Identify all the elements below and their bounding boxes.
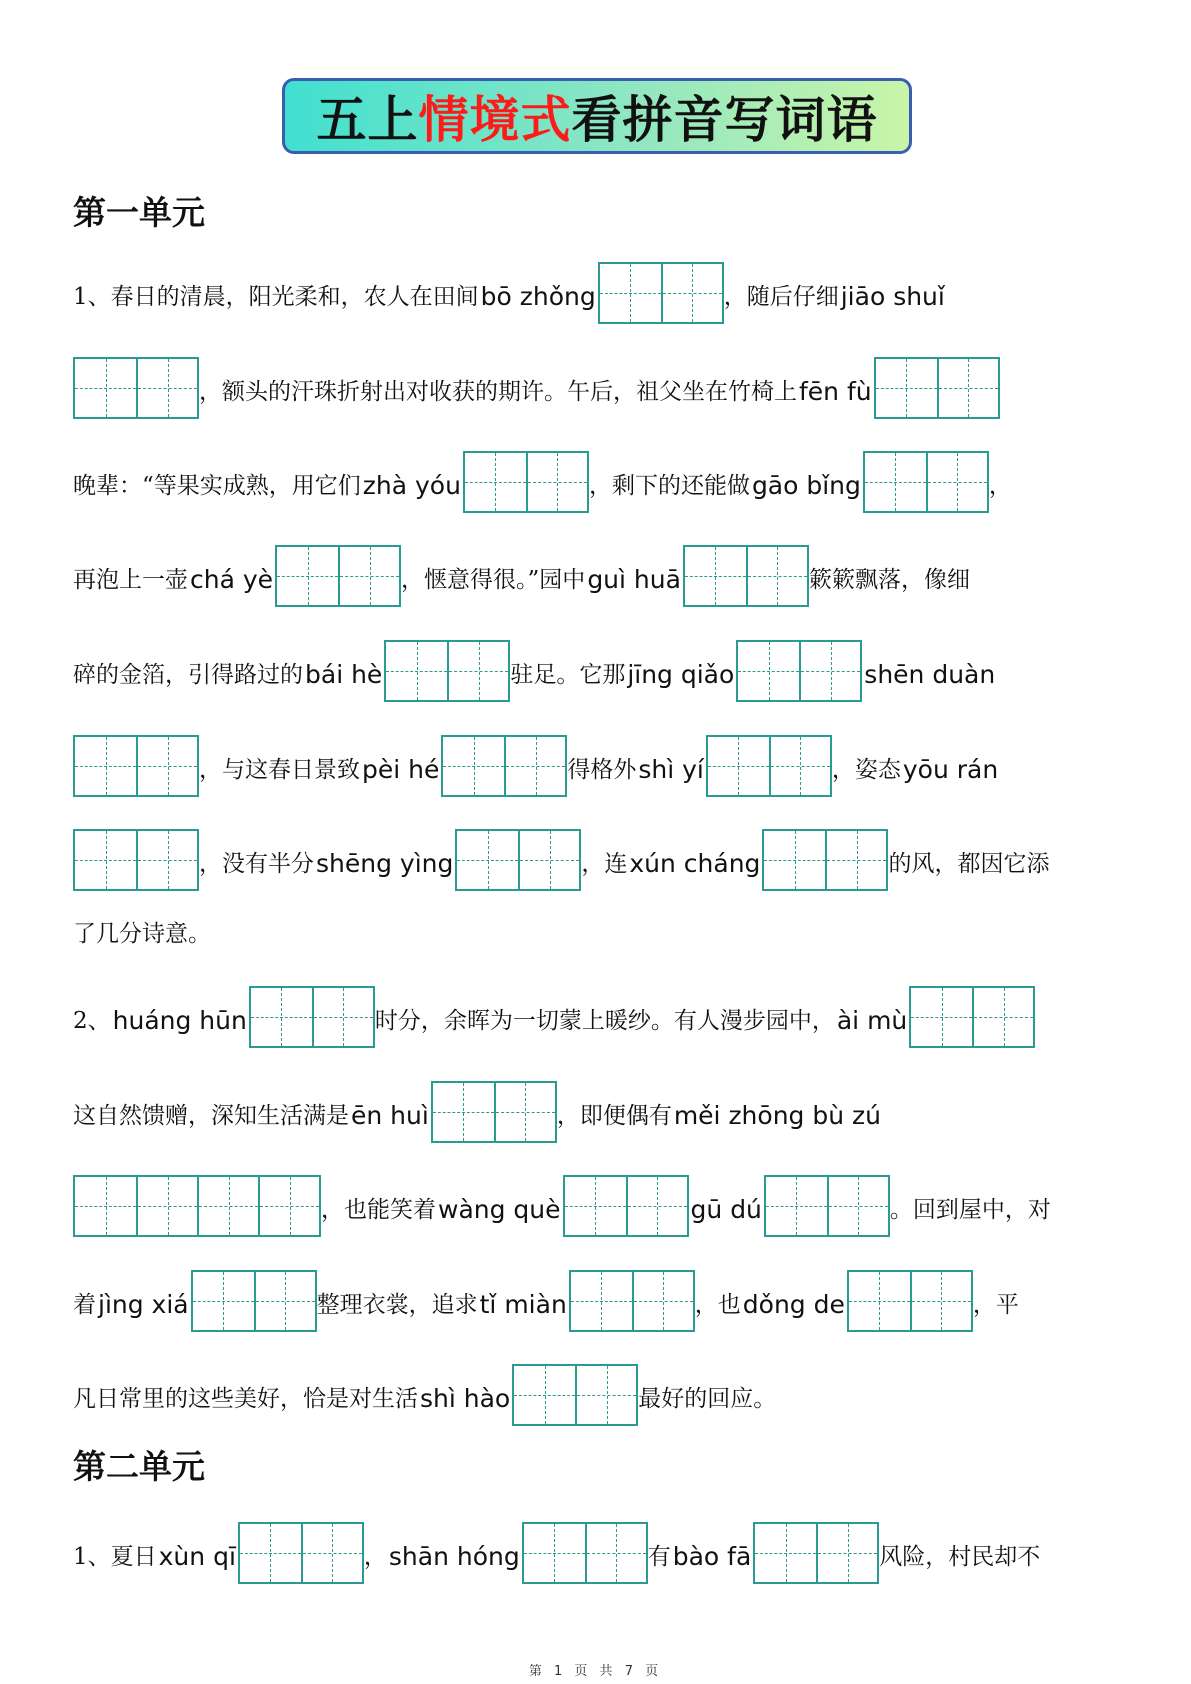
sentence-text: ，没有半分 — [199, 851, 314, 877]
answer-grid-box[interactable] — [455, 829, 581, 891]
tianzige-cell[interactable] — [277, 547, 338, 605]
exercise-line — [73, 628, 1131, 698]
pinyin-prompt: huáng hūn — [112, 1006, 247, 1035]
tianzige-cell[interactable] — [764, 831, 825, 889]
answer-grid-box[interactable] — [874, 357, 1000, 419]
pinyin-prompt: jīng qiǎo — [627, 660, 735, 689]
tianzige-cell[interactable] — [193, 1272, 254, 1330]
exercise-line — [73, 1069, 1131, 1139]
answer-grid-box[interactable] — [569, 1270, 695, 1332]
pinyin-prompt: pèi hé — [362, 755, 440, 784]
tianzige-cell[interactable] — [755, 1524, 816, 1582]
tianzige-cell[interactable] — [769, 737, 830, 795]
tianzige-cell[interactable] — [876, 359, 937, 417]
pinyin-prompt: xùn qī — [158, 1542, 236, 1571]
answer-grid-box[interactable] — [563, 1175, 689, 1237]
tianzige-cell[interactable] — [386, 642, 447, 700]
sentence-text: 1、春日的清晨，阳光柔和，农人在田间 — [73, 284, 479, 310]
exercise-line — [73, 1258, 1131, 1328]
tianzige-cell[interactable] — [312, 988, 373, 1046]
tianzige-cell[interactable] — [136, 831, 197, 889]
tianzige-cell[interactable] — [524, 1524, 585, 1582]
answer-grid-box[interactable] — [863, 451, 989, 513]
title-prefix: 五上 — [316, 90, 419, 149]
answer-grid-box[interactable] — [463, 451, 589, 513]
answer-grid-box[interactable] — [753, 1522, 879, 1584]
unit-heading-1: 第一单元 — [73, 193, 205, 232]
title-suffix: 看拼音写词语 — [571, 90, 878, 149]
exercise-line — [73, 1352, 1131, 1422]
tianzige-cell[interactable] — [465, 453, 526, 511]
pinyin-prompt: ēn huì — [351, 1101, 429, 1130]
tianzige-cell[interactable] — [708, 737, 769, 795]
tianzige-cell[interactable] — [251, 988, 312, 1046]
sentence-text: 时分，余晖为一切蒙上暖纱。有人漫步园中， — [374, 1008, 835, 1034]
sentence-text: 有 — [647, 1544, 671, 1570]
tianzige-cell[interactable] — [849, 1272, 910, 1330]
tianzige-cell[interactable] — [518, 831, 579, 889]
exercise-line — [73, 974, 1131, 1044]
sentence-text: ，平 — [972, 1292, 1019, 1318]
tianzige-cell[interactable] — [565, 1177, 626, 1235]
tianzige-cell[interactable] — [136, 737, 197, 795]
pinyin-prompt: tǐ miàn — [479, 1290, 567, 1319]
pinyin-prompt: shēn duàn — [864, 660, 996, 689]
sentence-text: ，也能笑着 — [321, 1197, 436, 1223]
pinyin-prompt: gū dú — [690, 1195, 762, 1224]
tianzige-cell[interactable] — [75, 737, 136, 795]
exercise-line — [73, 533, 1131, 603]
tianzige-cell[interactable] — [816, 1524, 877, 1582]
tianzige-cell[interactable] — [626, 1177, 687, 1235]
answer-grid-box[interactable] — [249, 986, 375, 1048]
tianzige-cell[interactable] — [910, 1272, 971, 1330]
tianzige-cell[interactable] — [258, 1177, 319, 1235]
tianzige-cell[interactable] — [571, 1272, 632, 1330]
answer-grid-box[interactable] — [73, 735, 199, 797]
answer-grid-box[interactable] — [191, 1270, 317, 1332]
sentence-text: 驻足。它那 — [510, 662, 626, 688]
pinyin-prompt: měi zhōng bù zú — [673, 1101, 881, 1130]
exercise-line — [73, 1163, 1131, 1233]
sentence-text: 着 — [73, 1292, 96, 1318]
sentence-text: 了几分诗意。 — [73, 921, 211, 947]
tianzige-cell[interactable] — [632, 1272, 693, 1330]
tianzige-cell[interactable] — [443, 737, 504, 795]
tianzige-cell[interactable] — [447, 642, 508, 700]
answer-grid-box[interactable] — [431, 1081, 557, 1143]
tianzige-cell[interactable] — [585, 1524, 646, 1582]
title-highlight: 情境式 — [418, 90, 572, 149]
answer-grid-box[interactable] — [73, 1175, 321, 1237]
tianzige-cell[interactable] — [926, 453, 987, 511]
pinyin-prompt: guì huā — [587, 565, 681, 594]
worksheet-title — [282, 78, 912, 154]
exercise-line — [73, 250, 1131, 320]
answer-grid-box[interactable] — [512, 1364, 638, 1426]
unit-heading-2: 第二单元 — [73, 1447, 205, 1486]
tianzige-cell[interactable] — [526, 453, 587, 511]
tianzige-cell[interactable] — [197, 1177, 258, 1235]
answer-grid-box[interactable] — [598, 262, 724, 324]
tianzige-cell[interactable] — [75, 1177, 136, 1235]
tianzige-cell[interactable] — [504, 737, 565, 795]
pinyin-prompt: yōu rán — [902, 755, 999, 784]
pinyin-prompt: dǒng de — [742, 1290, 845, 1319]
exercise-line — [73, 887, 1131, 957]
answer-grid-box[interactable] — [73, 357, 199, 419]
answer-grid-box[interactable] — [73, 829, 199, 891]
pinyin-prompt: wàng què — [438, 1195, 561, 1224]
tianzige-cell[interactable] — [254, 1272, 315, 1330]
pinyin-prompt: zhà yóu — [362, 471, 461, 500]
exercise-line — [73, 439, 1131, 509]
sentence-text: ，额头的汗珠折射出对收获的期许。午后，祖父坐在竹椅上 — [199, 379, 797, 405]
sentence-text: ， — [363, 1544, 387, 1570]
tianzige-cell[interactable] — [136, 1177, 197, 1235]
answer-grid-box[interactable] — [764, 1175, 890, 1237]
tianzige-cell[interactable] — [825, 831, 886, 889]
tianzige-cell[interactable] — [494, 1083, 555, 1141]
tianzige-cell[interactable] — [685, 547, 746, 605]
pinyin-prompt: gāo bǐng — [751, 471, 861, 500]
tianzige-cell[interactable] — [514, 1366, 575, 1424]
sentence-text: 这自然馈赠，深知生活满是 — [73, 1103, 349, 1129]
sentence-text: 再泡上一壶 — [73, 567, 188, 593]
tianzige-cell[interactable] — [799, 642, 860, 700]
page-footer: 第 1 页 共 7 页 — [528, 1664, 663, 1679]
exercise-line — [73, 817, 1131, 887]
pinyin-prompt: xún cháng — [629, 849, 761, 878]
answer-grid-box[interactable] — [683, 545, 809, 607]
pinyin-prompt: fēn fù — [799, 377, 872, 406]
tianzige-cell[interactable] — [575, 1366, 636, 1424]
pinyin-prompt: shēng yìng — [316, 849, 454, 878]
tianzige-cell[interactable] — [738, 642, 799, 700]
answer-grid-box[interactable] — [909, 986, 1035, 1048]
pinyin-prompt: jìng xiá — [98, 1290, 189, 1319]
tianzige-cell[interactable] — [600, 264, 661, 322]
tianzige-cell[interactable] — [766, 1177, 827, 1235]
tianzige-cell[interactable] — [75, 831, 136, 889]
sentence-text: 晚辈：“等果实成熟，用它们 — [73, 473, 361, 499]
sentence-text: 的风，都因它添 — [888, 851, 1050, 877]
answer-grid-box[interactable] — [706, 735, 832, 797]
sentence-text: 最好的回应。 — [638, 1386, 777, 1412]
exercise-line — [73, 1510, 1131, 1580]
pinyin-prompt: bái hè — [305, 660, 383, 689]
sentence-text: 凡日常里的这些美好，恰是对生活 — [73, 1386, 418, 1412]
pinyin-prompt: shì hào — [420, 1384, 511, 1413]
pinyin-prompt: jiāo shuǐ — [840, 282, 945, 311]
sentence-text: ， — [988, 473, 1012, 499]
tianzige-cell[interactable] — [937, 359, 998, 417]
sentence-text: ，也 — [694, 1292, 741, 1318]
sentence-text: 2、 — [73, 1008, 111, 1034]
sentence-text: ，剩下的还能做 — [588, 473, 750, 499]
sentence-text: ，随后仔细 — [723, 284, 839, 310]
answer-grid-box[interactable] — [238, 1522, 364, 1584]
sentence-text: ，与这春日景致 — [199, 757, 360, 783]
sentence-text: 碎的金箔，引得路过的 — [73, 662, 303, 688]
pinyin-prompt: shān hóng — [388, 1542, 520, 1571]
answer-grid-box[interactable] — [275, 545, 401, 607]
sentence-text: 得格外 — [567, 757, 637, 783]
answer-grid-box[interactable] — [384, 640, 510, 702]
tianzige-cell[interactable] — [911, 988, 972, 1046]
pinyin-prompt: bō zhǒng — [480, 282, 596, 311]
tianzige-cell[interactable] — [433, 1083, 494, 1141]
sentence-text: ，姿态 — [831, 757, 901, 783]
answer-grid-box[interactable] — [847, 1270, 973, 1332]
pinyin-prompt: ài mù — [836, 1006, 908, 1035]
sentence-text: ，连 — [581, 851, 628, 877]
exercise-line — [73, 723, 1131, 793]
tianzige-cell[interactable] — [338, 547, 399, 605]
answer-grid-box[interactable] — [762, 829, 888, 891]
answer-grid-box[interactable] — [522, 1522, 648, 1584]
pinyin-prompt: bào fā — [672, 1542, 752, 1571]
sentence-text: 簌簌飘落，像细 — [808, 567, 970, 593]
tianzige-cell[interactable] — [972, 988, 1033, 1046]
pinyin-prompt: shì yí — [638, 755, 704, 784]
exercise-line — [73, 345, 1131, 415]
sentence-text: 。回到屋中，对 — [889, 1197, 1051, 1223]
answer-grid-box[interactable] — [736, 640, 862, 702]
tianzige-cell[interactable] — [301, 1524, 362, 1582]
sentence-text: ，惬意得很。”园中 — [401, 567, 586, 593]
tianzige-cell[interactable] — [75, 359, 136, 417]
tianzige-cell[interactable] — [661, 264, 722, 322]
sentence-text: 风险，村民却不 — [879, 1544, 1041, 1570]
tianzige-cell[interactable] — [240, 1524, 301, 1582]
sentence-text: ，即便偶有 — [556, 1103, 672, 1129]
pinyin-prompt: chá yè — [190, 565, 274, 594]
sentence-text: 1、夏日 — [73, 1544, 157, 1570]
sentence-text: 整理衣裳，追求 — [316, 1292, 478, 1318]
answer-grid-box[interactable] — [441, 735, 567, 797]
tianzige-cell[interactable] — [746, 547, 807, 605]
tianzige-cell[interactable] — [827, 1177, 888, 1235]
tianzige-cell[interactable] — [136, 359, 197, 417]
tianzige-cell[interactable] — [457, 831, 518, 889]
tianzige-cell[interactable] — [865, 453, 926, 511]
